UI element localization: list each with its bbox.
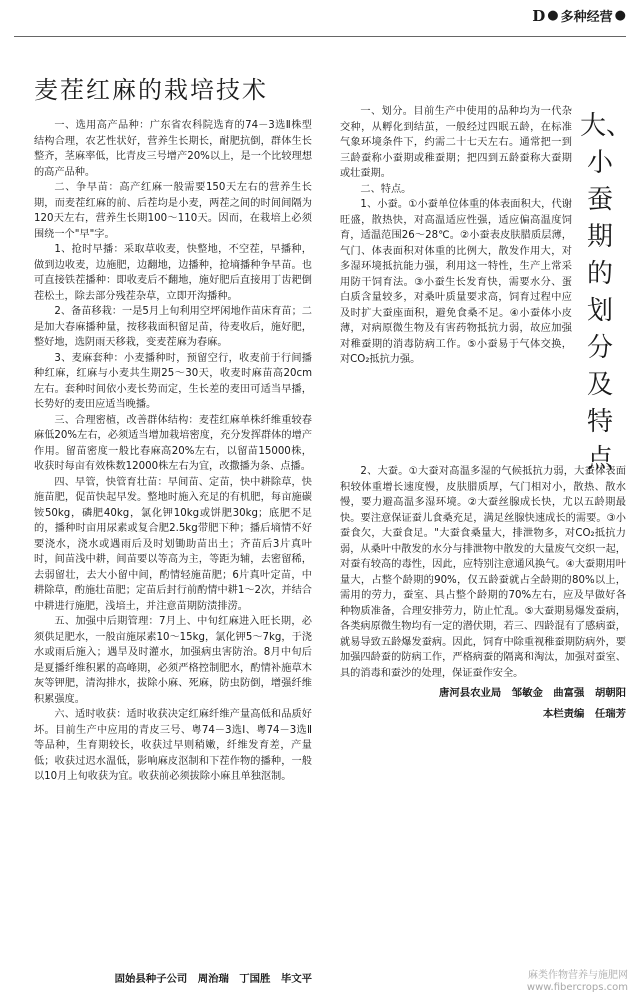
watermark-line: 麻类作物营养与施肥网: [528, 970, 628, 981]
paragraph: 一、划分。目前生产中使用的品种均为一代杂交种，从孵化到结茧，一般经过四眠五龄，在标准气象环境条件下，约需二十七天左右。通常把一到三龄蚕称小蚕期或稚蚕期；把四到五龄蚕称大蚕期或壮蚕期。: [340, 106, 572, 179]
section-letter: D: [532, 6, 546, 25]
paragraph: 二、争早苗：高产红麻一般需要150天左右的营养生长期，而麦茬红麻的前、后茬均是小麦，两茬之间的时间间隔为120天左右，营养生长期100～110天。因而，在栽培上必须围绕一个"早"字。: [34, 182, 312, 240]
paragraph: 2、备苗移栽：一是5月上旬利用空坪闲地作苗床育苗；二是加大春麻播种量，按移栽面积留足苗，待麦收后，施好肥，整好地，选阴雨天移栽，变麦茬麻为春麻。: [34, 306, 312, 348]
article-body: [340, 104, 572, 368]
article-body: [34, 118, 312, 785]
paragraph: 一、选用高产品种：广东省农科院选育的74－3选Ⅱ株型结构合理，农艺性状好，营养生长期长，耐肥抗倒，群体生长整齐，茎麻率低，比青皮三号增产20%以上，是一个比较理想的高产品种。: [34, 120, 312, 178]
bullet-icon: ●: [614, 8, 626, 23]
paragraph: 三、合理密植，改善群体结构：麦茬红麻单株纤维重较春麻低20%左右，必须适当增加栽培密度，充分发挥群体的增产作用。留苗密度一般比春麻高20%左右，以留苗15000株，收获时每亩有效株数12000株左右为宜，改撒播为条、点播。: [34, 414, 312, 472]
bullet-icon: ●: [547, 8, 559, 23]
article-byline: 固始县种子公司 周治瑞 丁国胜 毕文平: [114, 973, 312, 985]
watermark: [527, 970, 628, 994]
paragraph: 3、麦麻套种：小麦播种时，预留空行，收麦前于行间播种红麻，红麻与小麦共生期25～30天，收麦时麻苗高20cm左右。套种时间依小麦长势而定，生长差的麦田可适当早播，长势好的麦田应适当晚播。: [34, 352, 312, 410]
section-header: [532, 6, 626, 25]
paragraph: 四、早管，快管育壮苗：早间苗、定苗，快中耕除草，快施苗肥，促苗快起早发。整地时施入充足的有机肥，每亩施碳铵50kg，磷肥40kg，氯化钾10kg或饼肥30kg；底肥不足的，播种时亩用尿素或复合肥2.5kg带肥下种；播后墒情不好要浇水，浇水或遇雨后及时划锄助苗出土；齐苗后3片真叶时，间苗浅中耕，间苗要以等高为主，等距为辅，去密留稀，去弱留壮，去大小留中间，酌情轻施苗肥；6片真叶定苗，中耕除草，酌施壮苗肥；定苗后封行前酌情中耕1～2次，并结合中耕进行施肥，浅培土，并注意苗期防渍排涝。: [34, 476, 312, 612]
header-divider: [14, 36, 626, 37]
paragraph: 1、抢时早播：采取草收麦，快整地，不空茬，早播种，做到边收麦，边施肥，边翻地，边播种，抢墒播种争早苗。也可直接铁茬播种：即收麦后不翻地，施好肥后直接用丁齿耙倒茬松土，除去部分残茬杂草，立即开沟播种。: [34, 244, 312, 302]
editor-credit: 本栏责编 任瑞芳: [542, 708, 626, 720]
paragraph: 2、大蚕。①大蚕对高温多湿的气候抵抗力弱，大蚕体表面积较体重增长速度慢，皮肤腊质厚，气门相对小，散热、散水慢，要力避高温多湿环境。②大蚕丝腺成长快，尤以五龄期最快。要注意保证蚕儿食桑充足，满足丝腺快速成长的需要。③小蚕食欠，大蚕食足。"大蚕食桑量大，排泄物多，对CO₂抵抗力弱，从桑叶中散发的水分与排泄物中散发的大量废气交织一起，对蚕有较高的毒性，因此，应特别注意通风换气。④大蚕期用叶量大，占整个龄期的90%，仅五龄蚕就占全龄期的80%以上，需用的劳力，蚕室、具占整个龄期的70%左右，应及早做好各种物质准备，合理安排劳力，防止忙乱。⑤大蚕期易爆发蚕病，各类病原微生物均有一定的潜伏期，若三、四龄混有了感病蚕，就易导致五龄爆发蚕病。因此，饲育中除重视稚蚕期防病外，要加强四龄蚕的防病工作，严格病蚕的隔离和淘汰，加强对蚕室、具的消毒和蚕沙的处理，保证蚕作安全。: [340, 466, 626, 679]
article-body: [340, 464, 626, 723]
paragraph: 五、加强中后期管理：7月上、中旬红麻进入旺长期，必须供足肥水，一般亩施尿素10～15kg，氯化钾5～7kg，于浇水或雨后施入；遇旱及时灌水，加强病虫害防治。8月中旬后是夏播纤维积累的高峰期，必须严格控制肥水，酌情补施草木灰等钾肥，清沟排水，拔除小麻、死麻，防虫防倒，增强纤维积累强度。: [34, 616, 312, 705]
section-name: 多种经营: [560, 10, 613, 25]
watermark-line: www.fibercrops.com: [526, 982, 628, 993]
paragraph: 六、适时收获：适时收获决定红麻纤维产量高低和品质好坏。目前生产中应用的青皮三号、粤74－3选Ⅰ、粤74－3选Ⅱ等品种，生育期较长，收获过早则稍嫩，纤维发育差，产量低；收获过迟水温低，影响麻皮沤制和下茬作物的播种，一般以10月上旬收获为宜。收获前必须拔除小麻且单独沤制。: [34, 709, 312, 782]
article-title: 大、小蚕期的划分及特点: [580, 111, 633, 474]
paragraph: 1、小蚕。①小蚕单位体重的体表面积大，代谢旺盛，散热快，对高温适应性强，适应偏高温度饲育，适温范围26～28℃。②小蚕表皮肤腊质层薄，气门、体表面积对体重的比例大，散发作用大，对多湿环境抵抗能力强，利用这一特性，生产上常采用防干饲育法。③小蚕生长发育快，需要水分、蛋白质含量较多，对桑叶质量要求高，饲育过程中应及时扩大蚕座面积，避免食桑不足。④小蚕体小皮薄，对病原微生物及有害药物抵抗力弱，故应加强对稚蚕期的消毒防病工作。⑤小蚕易于气体交换，对CO₂抵抗力强。: [340, 199, 572, 365]
article-byline: 唐河县农业局 邹敏金 曲富强 胡朝阳: [438, 687, 626, 699]
article-title: 麦茬红麻的栽培技术: [34, 76, 268, 104]
paragraph: 二、特点。: [360, 183, 412, 195]
